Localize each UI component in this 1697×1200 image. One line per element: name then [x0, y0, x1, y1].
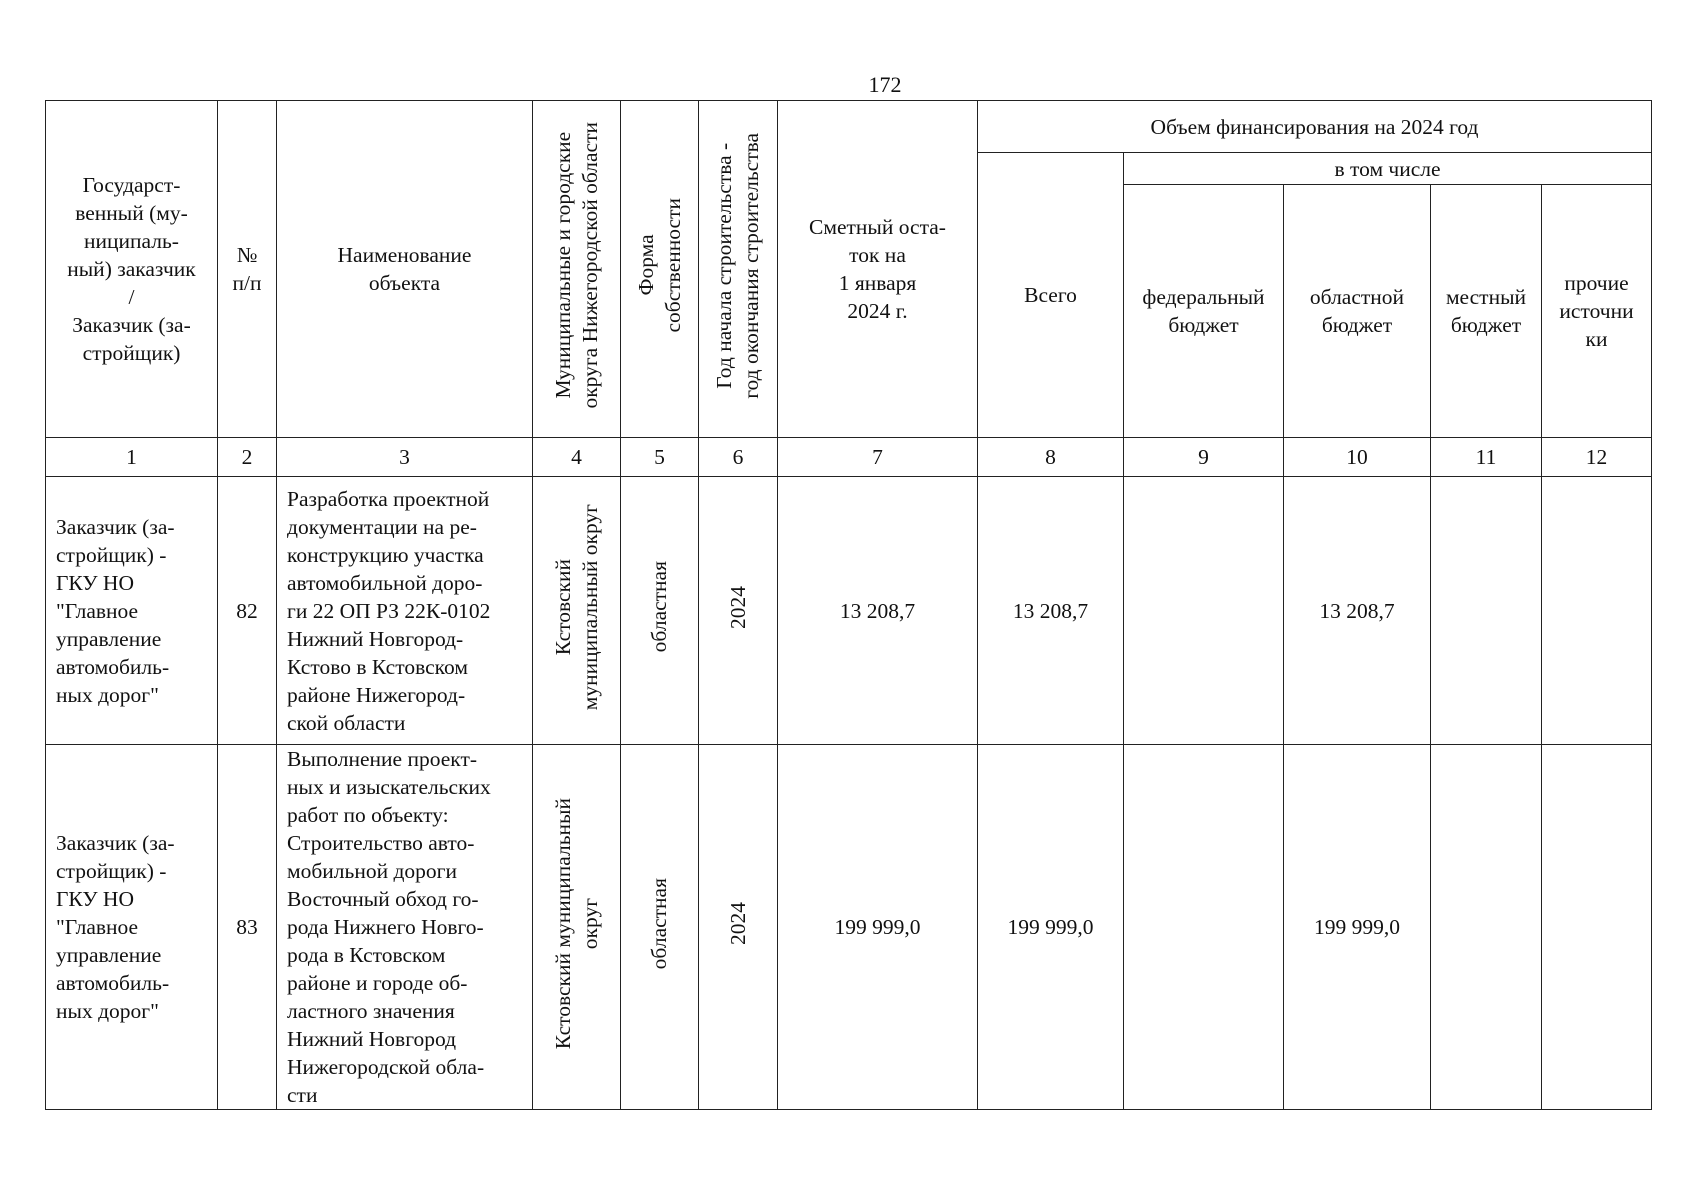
header-financing: Объем финансирования на 2024 год: [978, 101, 1652, 153]
column-number: 9: [1124, 438, 1284, 477]
row-number: 83: [218, 745, 277, 1110]
row-estimate: 13 208,7: [778, 477, 978, 745]
column-number: 3: [277, 438, 533, 477]
row-years: 2024: [699, 745, 778, 1110]
row-years: 2024: [699, 477, 778, 745]
column-number: 11: [1431, 438, 1542, 477]
row-federal: [1124, 745, 1284, 1110]
row-customer: Заказчик (за- стройщик) - ГКУ НО "Главное управление автомобиль- ных дорог": [46, 477, 218, 745]
row-other: [1542, 477, 1652, 745]
header-object-name: Наименование объекта: [277, 101, 533, 438]
row-district: Кстовский муниципальный округ: [533, 745, 621, 1110]
column-number: 5: [621, 438, 699, 477]
row-total: 199 999,0: [978, 745, 1124, 1110]
header-number: № п/п: [218, 101, 277, 438]
row-object-name: Выполнение проект- ных и изыскательских работ по объекту: Строительство авто- мобильной дороги Восточный обход го- рода Нижнего Новго- рода в Кстовском районе и городе об- ластного значения Нижний Новгород Нижегородской обла- сти: [277, 745, 533, 1110]
column-number: 4: [533, 438, 621, 477]
row-ownership: областная: [621, 477, 699, 745]
header-other: прочие источни ки: [1542, 185, 1652, 438]
header-total: Всего: [978, 153, 1124, 438]
row-local: [1431, 477, 1542, 745]
page-number: 172: [868, 72, 902, 97]
header-local: местный бюджет: [1431, 185, 1542, 438]
column-number: 6: [699, 438, 778, 477]
column-number: 2: [218, 438, 277, 477]
column-number: 7: [778, 438, 978, 477]
row-federal: [1124, 477, 1284, 745]
header-customer: Государст- венный (му- ниципаль- ный) заказчик / Заказчик (за- стройщик): [46, 101, 218, 438]
header-including: в том числе: [1124, 153, 1652, 185]
column-number: 10: [1284, 438, 1431, 477]
table-row: [46, 745, 1652, 1110]
column-number: 1: [46, 438, 218, 477]
table-row: [46, 477, 1652, 745]
header-district: Муниципальные и городские округа Нижегородской области: [533, 101, 621, 438]
header-ownership: Форма собственности: [621, 101, 699, 438]
row-other: [1542, 745, 1652, 1110]
row-local: [1431, 745, 1542, 1110]
header-federal: федеральный бюджет: [1124, 185, 1284, 438]
header-regional: областной бюджет: [1284, 185, 1431, 438]
row-ownership: областная: [621, 745, 699, 1110]
row-total: 13 208,7: [978, 477, 1124, 745]
row-regional: 199 999,0: [1284, 745, 1431, 1110]
row-district: Кстовский муниципальный округ: [533, 477, 621, 745]
column-number: 8: [978, 438, 1124, 477]
header-estimate: Сметный оста- ток на 1 января 2024 г.: [778, 101, 978, 438]
row-number: 82: [218, 477, 277, 745]
financing-table: [45, 100, 1652, 1110]
header-years: Год начала строительства - год окончания строительства: [699, 101, 778, 438]
column-number: 12: [1542, 438, 1652, 477]
row-estimate: 199 999,0: [778, 745, 978, 1110]
column-number-row: [46, 438, 1652, 477]
row-object-name: Разработка проектной документации на ре- конструкцию участка автомобильной доро- ги 22 ОП РЗ 22К-0102 Нижний Новгород- Кстово в Кстовском районе Нижегород- ской области: [277, 477, 533, 745]
row-customer: Заказчик (за- стройщик) - ГКУ НО "Главное управление автомобиль- ных дорог": [46, 745, 218, 1110]
row-regional: 13 208,7: [1284, 477, 1431, 745]
